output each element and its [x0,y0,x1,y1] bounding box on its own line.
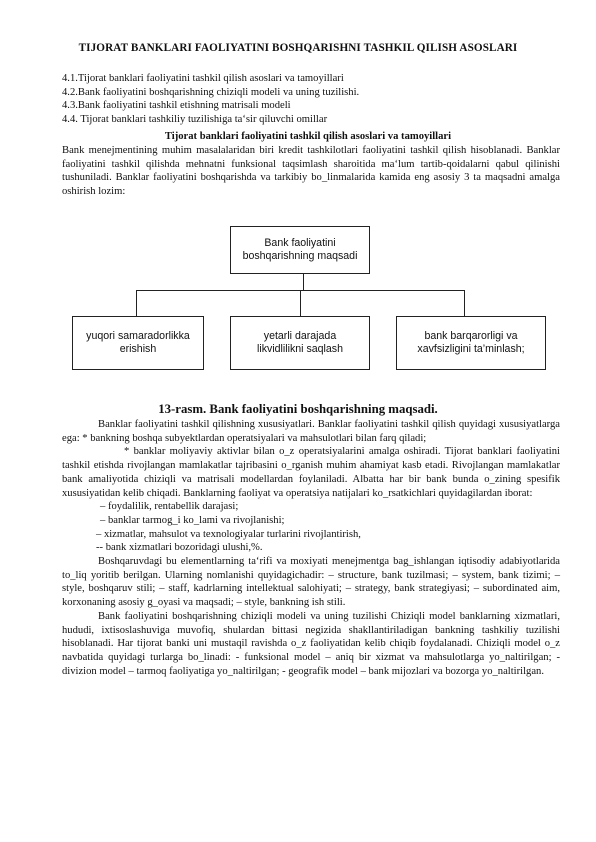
connector-middle [300,290,301,316]
figure-caption: 13-rasm. Bank faoliyatini boshqarishning maqsadi. [158,402,438,416]
body-paragraph: Boshqaruvdagi bu elementlarning ta‘rifi va moxiyati menejmentga bag_ishlangan iqtisodiy adabiyotlarida to_liq yoritib berilgan. Ularning nomlanishi quyidagichadir: – structure, bank tuzilmasi; – system, bank tizimi; – style, boshqaruv stili; – staff, kadrlarning intellektual salohiyati; – strategy, bank strategiyasi; – subordinated aim, korxonaning asosiy g_oyasi va maqsadi; – style, bankning ish stili. [62,556,560,609]
box-line: boshqarishning maqsadi [242,250,358,262]
body-paragraph: * banklar moliyaviy aktivlar bilan o_z operatsiyalarini amalga oshiradi. Tijorat banklari faoliyatini tashkil etishda rivojlangan mamlakatlar tajribasini o_rganish muhim ahamiyat kasb etadi. Rivojlangan mamlakatlar bank amaliyotida chiziqli va matrisali modellardan foylaniladi. Albatta har bir bank bunda o_zining spesifik xususiyatidan kelib chiqadi. Banklarning faoliyat va operatsiya natijalari ko_rsatkichlari quyidagilardan iborat: [62,446,560,499]
body-paragraph: Bank faoliyatini boshqarishning chiziqli modeli va uning tuzilishi Chiziqli model banklarning xizmatlari, hududi, ixtisoslashuviga muvofiq, shulardan bittasi negizida shakllantiriladigan bankning tashkiliy tuzilishi hisoblanadi. Har tijorat banki uni mustaqil ravishda o_z faoliyatidan kelib chiqib foydalanadi. Chiziqli model o_z navbatida quyidagi turlarga bo_linadi: - funksional model – aniq bir xizmat va mahsulotlarga yo_naltirilgan; - divizion model – tarmoq faoliyatiga yo_naltirilgan; - geografik model – bank mijozlari va bozorga yo_naltirilgan. [62,610,560,677]
list-item: – banklar tarmog_i ko_lami va rivojlanishi; [100,514,285,526]
toc-item: 4.1.Tijorat banklari faoliyatini tashkil qilish asoslari va tamoyillari [62,73,344,84]
intro-paragraph [62,144,560,199]
box-line: likvidlilikni saqlash [257,343,343,355]
list-item: – foydalilik, rentabellik darajasi; [100,501,239,513]
body-text [62,418,560,678]
diagram-box-stability [396,316,546,370]
intro-text: Bank menejmentining muhim masalalaridan biri kredit tashkilotlari faoliyatini tashkil qilish hisoblanadi. Banklar faoliyatini tashkil qilishda mehnatni funksional taqsimlash sharoitida ma‘lum tartib-qoidalarni qabul qilinishi tushuniladi. Banklar faoliyatini boshqarishda va tarkibiy bo_linmalarida kamida eng asosiy 3 ta maqsadni amalga oshirish lozim: [62,145,560,198]
toc-item: 4.4. Tijorat banklari tashkiliy tuzilishiga ta‘sir qiluvchi omillar [62,113,328,125]
diagram-box-liquidity [230,316,370,370]
toc-item: 4.3.Bank faoliyatini tashkil etishning matrisali modeli [62,100,291,112]
body-paragraph: Banklar faoliyatini tashkil qilishning xususiyatlari. Banklar faoliyatini tashkil qilish quyidagi xususiyatlarga ega: * bankning boshqa subyektlardan operatsiyalari va mahsulotlari bilan farq qiladi; [62,419,560,444]
connector-stem [303,274,304,290]
box-line: xavfsizligini ta’minlash; [417,343,525,355]
box-line: yuqori samaradorlikka [86,330,190,343]
document-title: TIJORAT BANKLARI FAOLIYATINI BOSHQARISHNI TASHKIL QILISH ASOSLARI [78,42,518,54]
connector-right [464,290,465,316]
section-heading: Tijorat banklari faoliyatini tashkil qilish asoslari va tamoyillari [164,131,452,142]
toc-item: 4.2.Bank faoliyatini boshqarishning chiziqli modeli va uning tuzilishi. [62,86,360,98]
box-line: Bank faoliyatini [264,237,336,250]
box-line: yetarli darajada [263,330,337,343]
connector-left [136,290,137,316]
table-of-contents [62,72,562,126]
box-line: bank barqarorligi va [424,330,518,343]
diagram-box-goal [230,226,370,274]
list-item: – xizmatlar, mahsulot va texnologiyalar turlarini rivojlantirish, [96,528,361,540]
goals-diagram [62,220,560,390]
list-item: -- bank xizmatlari bozoridagi ulushi,%. [96,542,263,554]
diagram-box-efficiency [72,316,204,370]
box-line: erishish [119,343,157,355]
